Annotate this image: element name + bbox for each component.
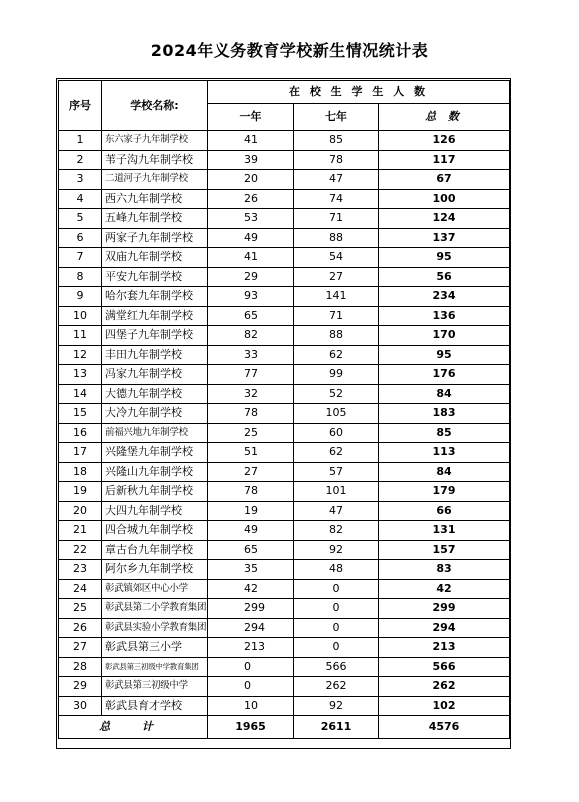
grade1-count: 29 [208,267,294,287]
school-name: 阿尔乡九年制学校 [102,560,208,580]
grade7-count: 47 [294,501,379,521]
grade7-count: 105 [294,404,379,424]
total-count: 170 [379,326,510,346]
row-index: 24 [59,579,102,599]
table-row [59,423,510,443]
page-title: 2024年义务教育学校新生情况统计表 [150,41,429,60]
table-row [59,267,510,287]
table-row [59,462,510,482]
header-enrolled: 在 校 生 学 生 人 数 [208,81,510,104]
grade1-count: 41 [208,131,294,151]
grade7-count: 82 [294,521,379,541]
school-name: 苇子沟九年制学校 [102,150,208,170]
school-name: 大德九年制学校 [102,384,208,404]
total-count: 66 [379,501,510,521]
table-row [59,150,510,170]
total-count: 117 [379,150,510,170]
table-row [59,501,510,521]
grade1-count: 49 [208,521,294,541]
school-name: 章古台九年制学校 [102,540,208,560]
table-row [59,443,510,463]
grade7-count: 78 [294,150,379,170]
row-index: 26 [59,618,102,638]
grade1-count: 65 [208,306,294,326]
row-index: 3 [59,170,102,190]
table-row [59,189,510,209]
table-row [59,657,510,677]
table-row [59,638,510,658]
row-index: 21 [59,521,102,541]
row-index: 1 [59,131,102,151]
school-name: 彰武县第三小学 [102,638,208,658]
grade7-count: 71 [294,209,379,229]
school-name: 彰武县第三初级中学教育集团 [102,657,208,677]
row-index: 2 [59,150,102,170]
total-count: 100 [379,189,510,209]
row-index: 20 [59,501,102,521]
grade1-count: 78 [208,404,294,424]
school-name: 四堡子九年制学校 [102,326,208,346]
row-index: 22 [59,540,102,560]
table-row [59,696,510,716]
header-row-1 [59,81,510,104]
school-name: 五峰九年制学校 [102,209,208,229]
row-index: 19 [59,482,102,502]
table-row [59,482,510,502]
grade1-count: 51 [208,443,294,463]
grade1-count: 10 [208,696,294,716]
school-name: 前福兴地九年制学校 [102,423,208,443]
school-name: 东六家子九年制学校 [102,131,208,151]
grade7-count: 0 [294,579,379,599]
school-name: 西六九年制学校 [102,189,208,209]
table-row [59,599,510,619]
total-count: 95 [379,345,510,365]
total-count: 137 [379,228,510,248]
grade7-count: 57 [294,462,379,482]
grade7-count: 0 [294,618,379,638]
row-index: 30 [59,696,102,716]
total-count: 42 [379,579,510,599]
total-count: 213 [379,638,510,658]
grade1-count: 49 [208,228,294,248]
grade1-count: 53 [208,209,294,229]
row-index: 29 [59,677,102,697]
table-row [59,248,510,268]
grade1-count: 39 [208,150,294,170]
total-count: 294 [379,618,510,638]
school-name: 丰田九年制学校 [102,345,208,365]
total-count: 124 [379,209,510,229]
school-name: 彰武县第三初级中学 [102,677,208,697]
row-index: 10 [59,306,102,326]
grade7-count: 27 [294,267,379,287]
total-count: 176 [379,365,510,385]
table-row [59,170,510,190]
total-count: 95 [379,248,510,268]
grade1-count: 33 [208,345,294,365]
grade7-count: 62 [294,443,379,463]
table-row [59,306,510,326]
grade1-count: 0 [208,677,294,697]
table-row [59,404,510,424]
table-body [59,81,510,739]
school-name: 平安九年制学校 [102,267,208,287]
grade7-count: 88 [294,228,379,248]
school-name: 四合城九年制学校 [102,521,208,541]
header-grade7: 七年 [294,104,379,131]
total-count: 83 [379,560,510,580]
school-name: 彰武县第二小学教育集团 [102,599,208,619]
grade7-count: 62 [294,345,379,365]
row-index: 12 [59,345,102,365]
row-index: 4 [59,189,102,209]
grade1-count: 25 [208,423,294,443]
table-row [59,521,510,541]
row-index: 28 [59,657,102,677]
table-row [59,287,510,307]
row-index: 16 [59,423,102,443]
grade1-count: 294 [208,618,294,638]
total-count: 183 [379,404,510,424]
table-row [59,579,510,599]
table-row [59,560,510,580]
table-row [59,677,510,697]
row-index: 9 [59,287,102,307]
header-school-name: 学校名称: [102,81,208,131]
grade1-count: 78 [208,482,294,502]
grade7-count: 262 [294,677,379,697]
total-count: 84 [379,384,510,404]
total-count: 136 [379,306,510,326]
totals-row [59,716,510,739]
row-index: 14 [59,384,102,404]
statistics-table [58,80,510,739]
grade7-count: 0 [294,599,379,619]
table-row [59,540,510,560]
total-count: 234 [379,287,510,307]
total-count: 126 [379,131,510,151]
school-name: 二道河子九年制学校 [102,170,208,190]
grade7-count: 74 [294,189,379,209]
table-row [59,209,510,229]
header-total: 总 数 [379,104,510,131]
school-name: 双庙九年制学校 [102,248,208,268]
grade1-count: 299 [208,599,294,619]
row-index: 15 [59,404,102,424]
grade7-count: 47 [294,170,379,190]
grade7-count: 566 [294,657,379,677]
school-name: 彰武县实验小学教育集团 [102,618,208,638]
school-name: 大四九年制学校 [102,501,208,521]
grade1-count: 77 [208,365,294,385]
total-count: 179 [379,482,510,502]
grade1-count: 93 [208,287,294,307]
grade1-count: 0 [208,657,294,677]
totals-label: 总 计 [59,716,208,739]
total-count: 67 [379,170,510,190]
grade1-count: 32 [208,384,294,404]
total-count: 84 [379,462,510,482]
grade1-count: 19 [208,501,294,521]
row-index: 17 [59,443,102,463]
school-name: 满堂红九年制学校 [102,306,208,326]
grade7-count: 85 [294,131,379,151]
grade1-count: 26 [208,189,294,209]
table-row [59,326,510,346]
grade1-count: 35 [208,560,294,580]
totals-total: 4576 [379,716,510,739]
school-name: 彰武镇郊区中心小学 [102,579,208,599]
row-index: 25 [59,599,102,619]
total-count: 566 [379,657,510,677]
total-count: 157 [379,540,510,560]
grade1-count: 27 [208,462,294,482]
row-index: 5 [59,209,102,229]
grade7-count: 92 [294,540,379,560]
table-row [59,131,510,151]
school-name: 后新秋九年制学校 [102,482,208,502]
grade7-count: 99 [294,365,379,385]
row-index: 27 [59,638,102,658]
total-count: 131 [379,521,510,541]
total-count: 113 [379,443,510,463]
total-count: 102 [379,696,510,716]
total-count: 299 [379,599,510,619]
school-name: 兴隆堡九年制学校 [102,443,208,463]
school-name: 大冷九年制学校 [102,404,208,424]
grade7-count: 54 [294,248,379,268]
grade7-count: 0 [294,638,379,658]
grade1-count: 20 [208,170,294,190]
totals-grade7: 2611 [294,716,379,739]
grade1-count: 42 [208,579,294,599]
school-name: 冯家九年制学校 [102,365,208,385]
grade7-count: 101 [294,482,379,502]
totals-grade1: 1965 [208,716,294,739]
grade1-count: 41 [208,248,294,268]
header-index: 序号 [59,81,102,131]
total-count: 85 [379,423,510,443]
grade7-count: 52 [294,384,379,404]
total-count: 56 [379,267,510,287]
table-row [59,384,510,404]
row-index: 11 [59,326,102,346]
grade7-count: 92 [294,696,379,716]
header-grade1: 一年 [208,104,294,131]
grade7-count: 71 [294,306,379,326]
grade1-count: 65 [208,540,294,560]
total-count: 262 [379,677,510,697]
school-name: 彰武县育才学校 [102,696,208,716]
grade7-count: 141 [294,287,379,307]
table-row [59,365,510,385]
table-row [59,345,510,365]
row-index: 23 [59,560,102,580]
school-name: 哈尔套九年制学校 [102,287,208,307]
school-name: 兴隆山九年制学校 [102,462,208,482]
grade7-count: 60 [294,423,379,443]
grade7-count: 88 [294,326,379,346]
table-row [59,618,510,638]
row-index: 18 [59,462,102,482]
grade1-count: 82 [208,326,294,346]
grade7-count: 48 [294,560,379,580]
row-index: 7 [59,248,102,268]
row-index: 8 [59,267,102,287]
row-index: 13 [59,365,102,385]
school-name: 两家子九年制学校 [102,228,208,248]
row-index: 6 [59,228,102,248]
table-row [59,228,510,248]
grade1-count: 213 [208,638,294,658]
